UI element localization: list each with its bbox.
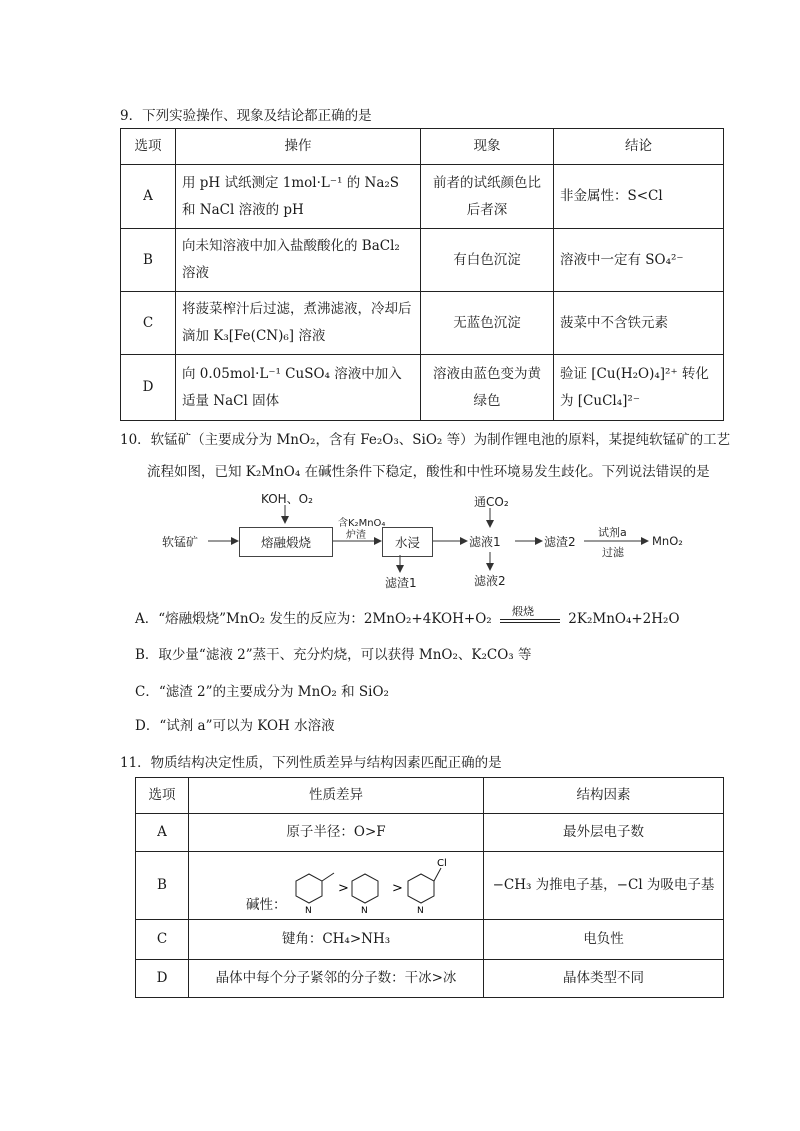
flow-arrow-bottom: 过滤 (602, 546, 624, 559)
pyridine-comparison (284, 854, 454, 918)
q11-row-d-property: 晶体中每个分子紧邻的分子数：干冰>冰 (189, 960, 484, 998)
greater-than-2: > (392, 881, 403, 896)
q9-title: 9．下列实验操作、现象及结论都正确的是 (120, 108, 372, 124)
q9-row-a-conclusion: 非金属性：S<Cl (554, 165, 724, 229)
q11-row-a-option: A (136, 814, 189, 852)
q9-row-c-phenomenon: 无蓝色沉淀 (421, 292, 554, 355)
q11-table (135, 777, 724, 998)
q9-row-b-phenomenon: 有白色沉淀 (421, 229, 554, 292)
q10-option-a-left: A．“熔融煅烧”MnO₂ 发生的反应为：2MnO₂+4KOH+O₂ (135, 611, 492, 627)
pyridine-ring-3 (408, 874, 434, 903)
greater-than-1: > (338, 881, 349, 896)
flow-filtrate1: 滤液1 (469, 535, 501, 549)
flow-reagent1: KOH、O₂ (261, 492, 313, 506)
q10-option-a (135, 604, 680, 627)
q9-row-d-operation: 向 0.05mol·L⁻¹ CuSO₄ 溶液中加入适量 NaCl 固体 (176, 355, 421, 421)
q11-row-b-property (189, 852, 484, 920)
table-row (136, 814, 724, 852)
q10-line2: 流程如图，已知 K₂MnO₄ 在碱性条件下稳定，酸性和中性环境易发生歧化。下列说法错误的是 (147, 464, 710, 480)
q9-row-b-conclusion: 溶液中一定有 SO₄²⁻ (554, 229, 724, 292)
flow-box-leach: 水浸 (382, 527, 433, 557)
q11-row-c-factor: 电负性 (484, 920, 724, 960)
methyl-bond (322, 873, 334, 881)
q9-row-d-conclusion: 验证 [Cu(H₂O)₄]²⁺ 转化为 [CuCl₄]²⁻ (554, 355, 724, 421)
q10-option-b: B．取少量“滤液 2”蒸干、充分灼烧，可以获得 MnO₂、K₂CO₃ 等 (135, 647, 532, 663)
q9-row-b-operation: 向未知溶液中加入盐酸酸化的 BaCl₂ 溶液 (176, 229, 421, 292)
q9-row-b-option: B (121, 229, 176, 292)
q9-row-c-operation: 将菠菜榨汁后过滤，煮沸滤液，冷却后滴加 K₃[Fe(CN)₆] 溶液 (176, 292, 421, 355)
chloro-bond (434, 868, 441, 881)
pyridine-ring-2 (352, 874, 378, 903)
q10-option-a-right: 2K₂MnO₄+2H₂O (568, 611, 680, 627)
q11-row-d-factor: 晶体类型不同 (484, 960, 724, 998)
reaction-condition (500, 604, 560, 623)
table-row (136, 852, 724, 920)
flow-reagent2: 通CO₂ (474, 495, 509, 509)
q11-header-property: 性质差异 (189, 778, 484, 814)
q11-header-option: 选项 (136, 778, 189, 814)
q11-row-b-option: B (136, 852, 189, 920)
table-row (136, 920, 724, 960)
flow-arrow1-bottom: 炉渣 (346, 530, 366, 541)
atom-n-3: N (417, 906, 424, 916)
atom-cl: Cl (437, 858, 447, 869)
q11-row-a-factor: 最外层电子数 (484, 814, 724, 852)
flow-product: MnO₂ (652, 534, 683, 548)
q9-header-option: 选项 (121, 129, 176, 165)
q11-row-b-factor: −CH₃ 为推电子基，−Cl 为吸电子基 (484, 852, 724, 920)
q11-row-c-property: 键角：CH₄>NH₃ (189, 920, 484, 960)
q9-header-phenomenon: 现象 (421, 129, 554, 165)
q11-row-c-option: C (136, 920, 189, 960)
pyridine-ring-1 (296, 874, 322, 903)
q11-row-d-option: D (136, 960, 189, 998)
atom-n-2: N (361, 906, 368, 916)
flow-residue1: 滤渣1 (385, 576, 417, 590)
q9-row-a-phenomenon: 前者的试纸颜色比后者深 (421, 165, 554, 229)
q11-header-factor: 结构因素 (484, 778, 724, 814)
table-row (136, 960, 724, 998)
q11-row-a-property: 原子半径：O>F (189, 814, 484, 852)
q9-row-d-option: D (121, 355, 176, 421)
flow-start: 软锰矿 (162, 535, 199, 549)
q10-option-c: C．“滤渣 2”的主要成分为 MnO₂ 和 SiO₂ (135, 684, 389, 700)
q9-row-d-phenomenon: 溶液由蓝色变为黄绿色 (421, 355, 554, 421)
flow-arrow1-top: 含K₂MnO₄ (338, 518, 386, 529)
flow-box-roast: 熔融煅烧 (239, 527, 333, 557)
basicity-label: 碱性： (246, 897, 287, 913)
q10-line1: 10．软锰矿（主要成分为 MnO₂，含有 Fe₂O₃、SiO₂ 等）为制作锂电池的原料，某提纯软锰矿的工艺 (120, 432, 731, 448)
q9-row-a-operation: 用 pH 试纸测定 1mol·L⁻¹ 的 Na₂S 和 NaCl 溶液的 pH (176, 165, 421, 229)
flow-arrow-top: 试剂a (598, 526, 627, 539)
flow-filtrate2: 滤液2 (474, 574, 506, 588)
condition-text: 煅烧 (511, 604, 534, 618)
atom-n-1: N (305, 906, 312, 916)
q11-title: 11．物质结构决定性质，下列性质差异与结构因素匹配正确的是 (120, 755, 502, 771)
flow-residue2: 滤渣2 (544, 535, 576, 549)
q9-header-conclusion: 结论 (554, 129, 724, 165)
q9-row-a-option: A (121, 165, 176, 229)
q9-row-c-option: C (121, 292, 176, 355)
q10-option-d: D．“试剂 a”可以为 KOH 水溶液 (135, 718, 335, 734)
q9-header-operation: 操作 (176, 129, 421, 165)
q9-row-c-conclusion: 菠菜中不含铁元素 (554, 292, 724, 355)
